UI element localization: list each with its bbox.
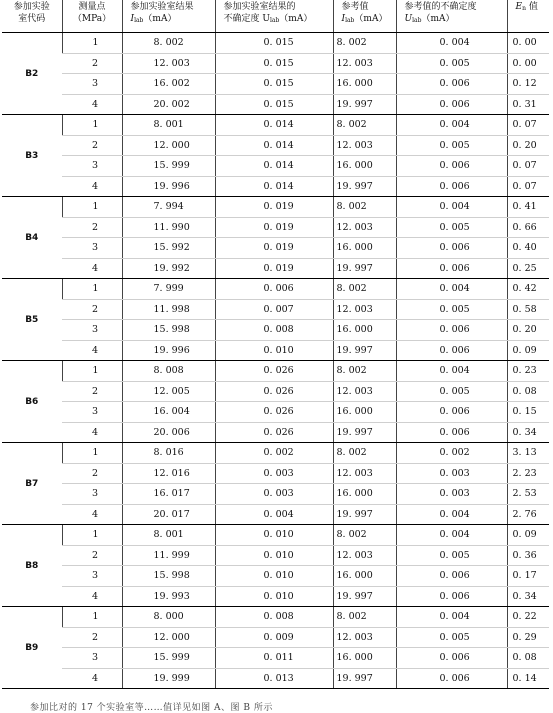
measure-point-cell: 4 xyxy=(62,504,122,525)
measure-point-cell: 3 xyxy=(62,484,122,505)
reference-value-cell: 12. 003 xyxy=(333,53,396,74)
reference-uncertainty-cell: 0. 003 xyxy=(396,484,507,505)
reference-uncertainty-cell: 0. 006 xyxy=(396,156,507,177)
lab-uncertainty-cell: 0. 007 xyxy=(215,299,333,320)
lab-result-cell: 12. 005 xyxy=(122,381,215,402)
lab-result-cell: 11. 998 xyxy=(122,299,215,320)
en-value-cell: 0. 09 xyxy=(507,525,549,546)
reference-uncertainty-cell: 0. 006 xyxy=(396,340,507,361)
lab-uncertainty-cell: 0. 019 xyxy=(215,217,333,238)
lab-code-cell: B9 xyxy=(2,607,62,689)
lab-result-cell: 12. 003 xyxy=(122,53,215,74)
table-row xyxy=(2,525,549,546)
lab-result-cell: 19. 996 xyxy=(122,340,215,361)
lab-result-cell: 16. 017 xyxy=(122,484,215,505)
measure-point-cell: 1 xyxy=(62,525,122,546)
reference-value-cell: 16. 000 xyxy=(333,156,396,177)
lab-result-cell: 8. 008 xyxy=(122,361,215,382)
table-row xyxy=(2,422,549,443)
table-row xyxy=(2,320,549,341)
measure-point-cell: 2 xyxy=(62,545,122,566)
lab-uncertainty-cell: 0. 026 xyxy=(215,361,333,382)
en-value-cell: 0. 29 xyxy=(507,627,549,648)
lab-uncertainty-cell: 0. 010 xyxy=(215,525,333,546)
reference-value-cell: 16. 000 xyxy=(333,566,396,587)
reference-value-cell: 8. 002 xyxy=(333,115,396,136)
en-value-cell: 0. 15 xyxy=(507,402,549,423)
lab-result-cell: 7. 999 xyxy=(122,279,215,300)
lab-result-cell: 12. 016 xyxy=(122,463,215,484)
lab-uncertainty-cell: 0. 011 xyxy=(215,648,333,669)
lab-code-cell: B2 xyxy=(2,33,62,115)
lab-result-cell: 15. 998 xyxy=(122,566,215,587)
lab-result-cell: 20. 006 xyxy=(122,422,215,443)
lab-uncertainty-cell: 0. 015 xyxy=(215,53,333,74)
lab-result-cell: 8. 001 xyxy=(122,525,215,546)
en-value-cell: 0. 07 xyxy=(507,176,549,197)
table-row xyxy=(2,135,549,156)
reference-uncertainty-cell: 0. 006 xyxy=(396,74,507,95)
measure-point-cell: 4 xyxy=(62,586,122,607)
table-row xyxy=(2,156,549,177)
reference-uncertainty-cell: 0. 004 xyxy=(396,33,507,54)
reference-uncertainty-cell: 0. 006 xyxy=(396,320,507,341)
lab-result-cell: 8. 016 xyxy=(122,443,215,464)
table-row xyxy=(2,361,549,382)
lab-uncertainty-cell: 0. 014 xyxy=(215,115,333,136)
reference-uncertainty-cell: 0. 005 xyxy=(396,53,507,74)
lab-result-cell: 19. 993 xyxy=(122,586,215,607)
en-value-cell: 3. 13 xyxy=(507,443,549,464)
table-row xyxy=(2,299,549,320)
lab-result-cell: 19. 996 xyxy=(122,176,215,197)
measure-point-cell: 2 xyxy=(62,381,122,402)
lab-result-cell: 8. 001 xyxy=(122,115,215,136)
reference-uncertainty-cell: 0. 004 xyxy=(396,279,507,300)
lab-result-cell: 8. 000 xyxy=(122,607,215,628)
reference-value-cell: 16. 000 xyxy=(333,648,396,669)
reference-value-cell: 8. 002 xyxy=(333,607,396,628)
table-row xyxy=(2,258,549,279)
lab-uncertainty-cell: 0. 010 xyxy=(215,340,333,361)
reference-value-cell: 8. 002 xyxy=(333,279,396,300)
table-row xyxy=(2,648,549,669)
reference-uncertainty-cell: 0. 003 xyxy=(396,463,507,484)
table-body xyxy=(2,33,549,689)
measure-point-cell: 1 xyxy=(62,33,122,54)
lab-uncertainty-cell: 0. 026 xyxy=(215,422,333,443)
lab-uncertainty-cell: 0. 010 xyxy=(215,586,333,607)
measure-point-cell: 3 xyxy=(62,648,122,669)
table-row xyxy=(2,217,549,238)
reference-value-cell: 19. 997 xyxy=(333,504,396,525)
header-lab-result: 参加实验室结果 Ilab（mA） xyxy=(122,0,215,33)
table-row xyxy=(2,115,549,136)
en-value-cell: 0. 08 xyxy=(507,381,549,402)
reference-value-cell: 16. 000 xyxy=(333,484,396,505)
en-value-cell: 0. 31 xyxy=(507,94,549,115)
lab-result-cell: 15. 999 xyxy=(122,648,215,669)
en-value-cell: 0. 66 xyxy=(507,217,549,238)
reference-value-cell: 16. 000 xyxy=(333,402,396,423)
reference-value-cell: 8. 002 xyxy=(333,197,396,218)
lab-result-cell: 20. 002 xyxy=(122,94,215,115)
reference-value-cell: 12. 003 xyxy=(333,381,396,402)
lab-result-cell: 11. 990 xyxy=(122,217,215,238)
table-row xyxy=(2,545,549,566)
en-value-cell: 0. 42 xyxy=(507,279,549,300)
table-row xyxy=(2,53,549,74)
en-value-cell: 0. 14 xyxy=(507,668,549,689)
table-row xyxy=(2,484,549,505)
en-value-cell: 2. 23 xyxy=(507,463,549,484)
lab-uncertainty-cell: 0. 014 xyxy=(215,156,333,177)
measure-point-cell: 3 xyxy=(62,402,122,423)
lab-uncertainty-cell: 0. 009 xyxy=(215,627,333,648)
lab-uncertainty-cell: 0. 010 xyxy=(215,566,333,587)
measure-point-cell: 1 xyxy=(62,361,122,382)
reference-uncertainty-cell: 0. 004 xyxy=(396,607,507,628)
table-row xyxy=(2,566,549,587)
reference-value-cell: 8. 002 xyxy=(333,443,396,464)
measure-point-cell: 2 xyxy=(62,463,122,484)
lab-code-cell: B3 xyxy=(2,115,62,197)
reference-uncertainty-cell: 0. 006 xyxy=(396,238,507,259)
table-row xyxy=(2,74,549,95)
measure-point-cell: 3 xyxy=(62,320,122,341)
lab-result-cell: 19. 992 xyxy=(122,258,215,279)
lab-uncertainty-cell: 0. 019 xyxy=(215,197,333,218)
table-row xyxy=(2,197,549,218)
reference-uncertainty-cell: 0. 006 xyxy=(396,586,507,607)
reference-value-cell: 19. 997 xyxy=(333,340,396,361)
table-row xyxy=(2,402,549,423)
en-value-cell: 0. 00 xyxy=(507,33,549,54)
reference-value-cell: 19. 997 xyxy=(333,176,396,197)
lab-uncertainty-cell: 0. 019 xyxy=(215,258,333,279)
lab-code-cell: B6 xyxy=(2,361,62,443)
lab-uncertainty-cell: 0. 008 xyxy=(215,320,333,341)
table-row xyxy=(2,504,549,525)
table-row xyxy=(2,668,549,689)
table-row xyxy=(2,627,549,648)
lab-result-cell: 16. 002 xyxy=(122,74,215,95)
lab-uncertainty-cell: 0. 015 xyxy=(215,33,333,54)
en-value-cell: 0. 20 xyxy=(507,320,549,341)
measure-point-cell: 4 xyxy=(62,94,122,115)
reference-uncertainty-cell: 0. 005 xyxy=(396,627,507,648)
table-row xyxy=(2,33,549,54)
reference-uncertainty-cell: 0. 006 xyxy=(396,566,507,587)
measure-point-cell: 2 xyxy=(62,135,122,156)
en-value-cell: 0. 00 xyxy=(507,53,549,74)
lab-uncertainty-cell: 0. 014 xyxy=(215,135,333,156)
en-value-cell: 0. 23 xyxy=(507,361,549,382)
lab-code-cell: B7 xyxy=(2,443,62,525)
table-row xyxy=(2,238,549,259)
measure-point-cell: 4 xyxy=(62,422,122,443)
lab-code-cell: B4 xyxy=(2,197,62,279)
reference-value-cell: 8. 002 xyxy=(333,361,396,382)
table-row xyxy=(2,607,549,628)
reference-uncertainty-cell: 0. 005 xyxy=(396,545,507,566)
reference-value-cell: 16. 000 xyxy=(333,238,396,259)
reference-uncertainty-cell: 0. 002 xyxy=(396,443,507,464)
reference-value-cell: 12. 003 xyxy=(333,299,396,320)
reference-value-cell: 19. 997 xyxy=(333,94,396,115)
en-value-cell: 0. 58 xyxy=(507,299,549,320)
reference-uncertainty-cell: 0. 006 xyxy=(396,402,507,423)
reference-uncertainty-cell: 0. 004 xyxy=(396,197,507,218)
header-lab-uncertainty: 参加实验室结果的 不确定度 Ulab（mA） xyxy=(215,0,333,33)
table-row xyxy=(2,381,549,402)
table-header xyxy=(2,0,549,33)
en-value-cell: 0. 07 xyxy=(507,156,549,177)
reference-value-cell: 8. 002 xyxy=(333,33,396,54)
measure-point-cell: 1 xyxy=(62,115,122,136)
measure-point-cell: 3 xyxy=(62,74,122,95)
table-row xyxy=(2,94,549,115)
lab-result-cell: 19. 999 xyxy=(122,668,215,689)
measure-point-cell: 4 xyxy=(62,340,122,361)
lab-code-cell: B5 xyxy=(2,279,62,361)
reference-value-cell: 19. 997 xyxy=(333,586,396,607)
table-row xyxy=(2,176,549,197)
lab-result-cell: 20. 017 xyxy=(122,504,215,525)
reference-uncertainty-cell: 0. 004 xyxy=(396,504,507,525)
reference-uncertainty-cell: 0. 004 xyxy=(396,525,507,546)
lab-uncertainty-cell: 0. 002 xyxy=(215,443,333,464)
lab-uncertainty-cell: 0. 003 xyxy=(215,484,333,505)
measure-point-cell: 4 xyxy=(62,258,122,279)
lab-result-cell: 12. 000 xyxy=(122,627,215,648)
en-value-cell: 0. 25 xyxy=(507,258,549,279)
reference-value-cell: 12. 003 xyxy=(333,217,396,238)
en-value-cell: 2. 53 xyxy=(507,484,549,505)
reference-uncertainty-cell: 0. 005 xyxy=(396,135,507,156)
measure-point-cell: 2 xyxy=(62,53,122,74)
measure-point-cell: 3 xyxy=(62,238,122,259)
header-reference-value: 参考值 Ilab（mA） xyxy=(333,0,396,33)
lab-result-cell: 8. 002 xyxy=(122,33,215,54)
en-value-cell: 0. 20 xyxy=(507,135,549,156)
reference-uncertainty-cell: 0. 006 xyxy=(396,176,507,197)
measure-point-cell: 1 xyxy=(62,279,122,300)
reference-uncertainty-cell: 0. 006 xyxy=(396,258,507,279)
en-value-cell: 0. 36 xyxy=(507,545,549,566)
reference-value-cell: 16. 000 xyxy=(333,320,396,341)
lab-uncertainty-cell: 0. 008 xyxy=(215,607,333,628)
reference-uncertainty-cell: 0. 006 xyxy=(396,648,507,669)
table-row xyxy=(2,279,549,300)
header-measure-point: 测量点 （MPa） xyxy=(62,0,122,33)
table-row xyxy=(2,443,549,464)
measure-point-cell: 4 xyxy=(62,668,122,689)
lab-result-cell: 15. 998 xyxy=(122,320,215,341)
reference-value-cell: 8. 002 xyxy=(333,525,396,546)
header-reference-uncertainty: 参考值的不确定度 Ulab（mA） xyxy=(396,0,507,33)
lab-uncertainty-cell: 0. 015 xyxy=(215,74,333,95)
lab-result-cell: 16. 004 xyxy=(122,402,215,423)
reference-uncertainty-cell: 0. 005 xyxy=(396,217,507,238)
measure-point-cell: 4 xyxy=(62,176,122,197)
measure-point-cell: 1 xyxy=(62,197,122,218)
reference-value-cell: 19. 997 xyxy=(333,258,396,279)
lab-uncertainty-cell: 0. 026 xyxy=(215,381,333,402)
lab-result-cell: 11. 999 xyxy=(122,545,215,566)
measure-point-cell: 2 xyxy=(62,627,122,648)
measure-point-cell: 3 xyxy=(62,566,122,587)
en-value-cell: 2. 76 xyxy=(507,504,549,525)
en-value-cell: 0. 12 xyxy=(507,74,549,95)
header-lab-code: 参加实验 室代码 xyxy=(2,0,62,33)
en-value-cell: 0. 09 xyxy=(507,340,549,361)
lab-uncertainty-cell: 0. 013 xyxy=(215,668,333,689)
reference-value-cell: 12. 003 xyxy=(333,545,396,566)
reference-value-cell: 16. 000 xyxy=(333,74,396,95)
header-en-value: En 值 xyxy=(507,0,549,33)
en-value-cell: 0. 41 xyxy=(507,197,549,218)
en-value-cell: 0. 40 xyxy=(507,238,549,259)
lab-result-cell: 15. 999 xyxy=(122,156,215,177)
lab-uncertainty-cell: 0. 015 xyxy=(215,94,333,115)
lab-uncertainty-cell: 0. 014 xyxy=(215,176,333,197)
measure-point-cell: 1 xyxy=(62,607,122,628)
en-value-cell: 0. 17 xyxy=(507,566,549,587)
reference-value-cell: 12. 003 xyxy=(333,463,396,484)
reference-uncertainty-cell: 0. 005 xyxy=(396,381,507,402)
reference-uncertainty-cell: 0. 006 xyxy=(396,422,507,443)
lab-code-cell: B8 xyxy=(2,525,62,607)
reference-uncertainty-cell: 0. 006 xyxy=(396,94,507,115)
en-value-cell: 0. 34 xyxy=(507,422,549,443)
table-row xyxy=(2,463,549,484)
reference-value-cell: 19. 997 xyxy=(333,668,396,689)
lab-uncertainty-cell: 0. 003 xyxy=(215,463,333,484)
lab-result-cell: 15. 992 xyxy=(122,238,215,259)
reference-uncertainty-cell: 0. 005 xyxy=(396,299,507,320)
en-value-cell: 0. 08 xyxy=(507,648,549,669)
lab-uncertainty-cell: 0. 006 xyxy=(215,279,333,300)
reference-uncertainty-cell: 0. 004 xyxy=(396,361,507,382)
en-value-cell: 0. 22 xyxy=(507,607,549,628)
caption-text: 参加比对的 17 个实验室等……值详见如图 A、图 B 所示 xyxy=(30,703,273,713)
reference-value-cell: 12. 003 xyxy=(333,135,396,156)
lab-result-cell: 12. 000 xyxy=(122,135,215,156)
en-value-cell: 0. 34 xyxy=(507,586,549,607)
measure-point-cell: 2 xyxy=(62,299,122,320)
table-row xyxy=(2,340,549,361)
measure-point-cell: 2 xyxy=(62,217,122,238)
lab-uncertainty-cell: 0. 010 xyxy=(215,545,333,566)
reference-uncertainty-cell: 0. 006 xyxy=(396,668,507,689)
reference-value-cell: 12. 003 xyxy=(333,627,396,648)
measure-point-cell: 3 xyxy=(62,156,122,177)
lab-uncertainty-cell: 0. 026 xyxy=(215,402,333,423)
reference-value-cell: 19. 997 xyxy=(333,422,396,443)
lab-uncertainty-cell: 0. 019 xyxy=(215,238,333,259)
en-value-cell: 0. 07 xyxy=(507,115,549,136)
table-row xyxy=(2,586,549,607)
lab-result-cell: 7. 994 xyxy=(122,197,215,218)
measure-point-cell: 1 xyxy=(62,443,122,464)
lab-uncertainty-cell: 0. 004 xyxy=(215,504,333,525)
comparison-results-table xyxy=(2,0,549,689)
reference-uncertainty-cell: 0. 004 xyxy=(396,115,507,136)
